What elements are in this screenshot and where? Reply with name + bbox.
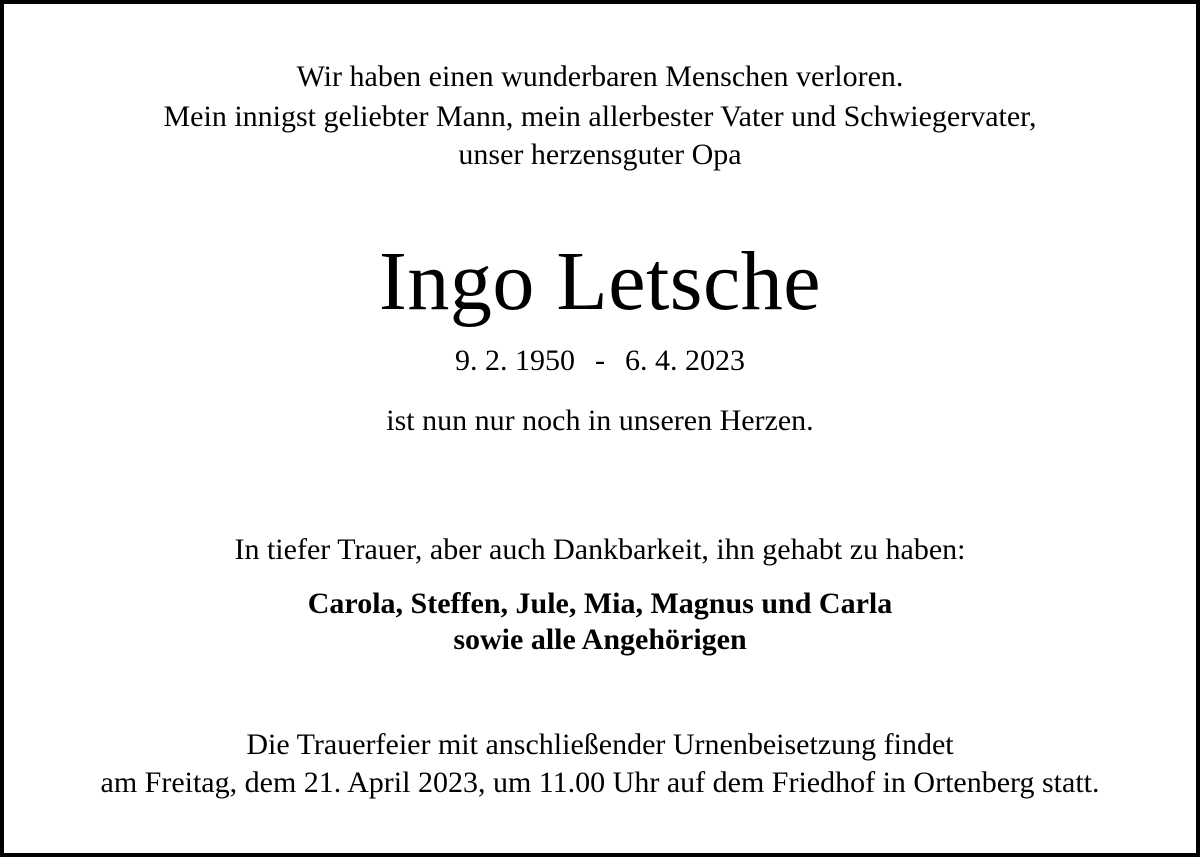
mourners-line-1: Carola, Steffen, Jule, Mia, Magnus und Carla — [307, 587, 893, 620]
mourners-line-2: sowie alle Angehörigen — [453, 623, 747, 656]
mourning-line: In tiefer Trauer, aber auch Dankbarkeit, ihn gehabt zu haben: — [234, 533, 966, 566]
service-line-2: am Freitag, dem 21. April 2023, um 11.00 Uhr auf dem Friedhof in Ortenberg statt. — [100, 766, 1100, 799]
deceased-name: Ingo Letsche — [378, 235, 822, 328]
intro-line-1: Wir haben einen wunderbaren Menschen verloren. — [296, 60, 904, 93]
intro-line-3: unser herzensguter Opa — [458, 138, 742, 171]
birth-date: 9. 2. 1950 — [455, 344, 575, 377]
intro-line-2: Mein innigst geliebter Mann, mein allerbester Vater und Schwiegervater, — [163, 100, 1037, 133]
tagline: ist nun nur noch in unseren Herzen. — [386, 404, 814, 437]
service-line-1: Die Trauerfeier mit anschließender Urnenbeisetzung findet — [246, 728, 954, 761]
death-date: 6. 4. 2023 — [625, 344, 745, 377]
date-separator: - — [595, 344, 605, 377]
life-dates — [4, 346, 1196, 376]
